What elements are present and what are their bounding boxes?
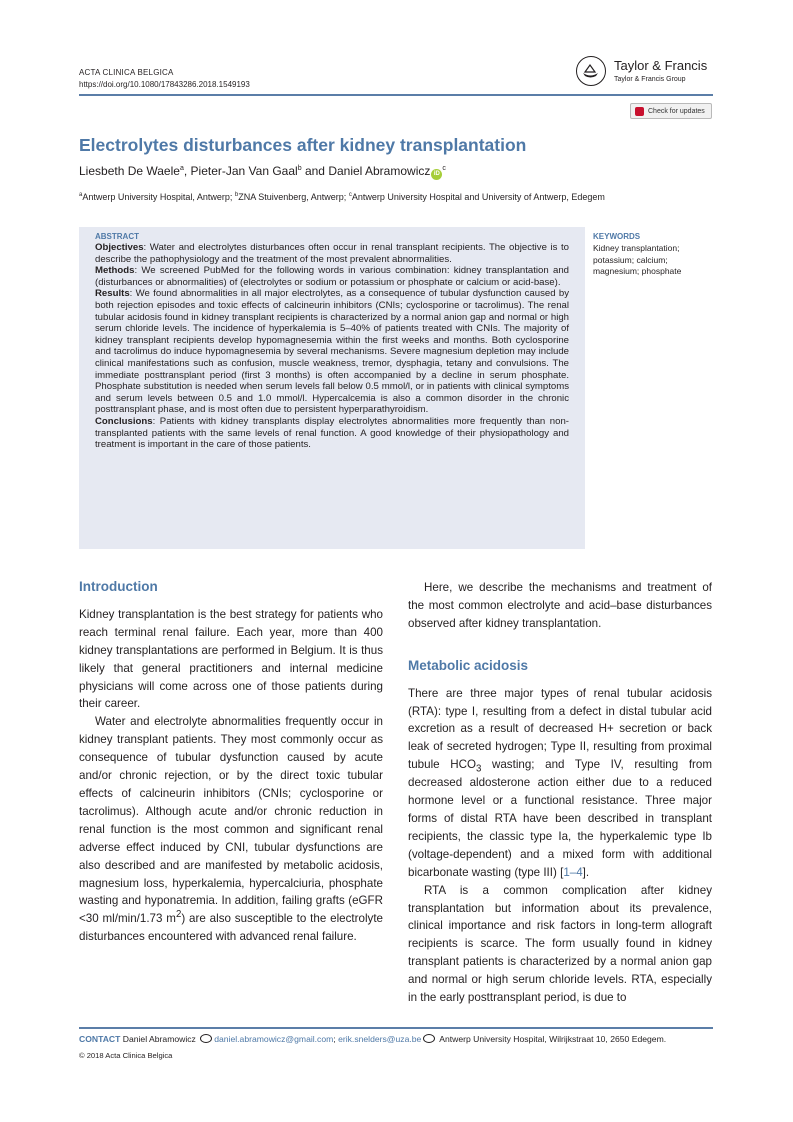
affiliation-text: ZNA Stuivenberg, Antwerp; <box>238 192 349 202</box>
header-rule <box>79 94 713 96</box>
keywords-heading: KEYWORDS <box>593 232 641 241</box>
section-heading-metabolic-acidosis: Metabolic acidosis <box>408 657 529 673</box>
publisher-name: Taylor & Francis <box>614 58 708 73</box>
author-affiliation-mark: b <box>297 165 302 172</box>
abstract-methods-label: Methods <box>95 265 135 277</box>
author-name[interactable]: Daniel Abramowicz <box>328 164 431 178</box>
check-for-updates-label: Check for updates <box>648 108 705 115</box>
copyright: © 2018 Acta Clinica Belgica <box>79 1051 173 1060</box>
check-for-updates-button[interactable] <box>630 103 712 119</box>
article-title: Electrolytes disturbances after kidney transplantation <box>79 135 527 155</box>
abstract-heading: ABSTRACT <box>95 232 139 241</box>
author-separator: and <box>301 164 329 178</box>
email-icon <box>200 1034 212 1043</box>
author-name[interactable]: Liesbeth De Waele <box>79 164 180 178</box>
affiliation-text: Antwerp University Hospital and University of Antwerp, Edegem <box>351 192 605 202</box>
affiliation-mark: a <box>79 192 83 198</box>
abstract-text <box>95 242 569 451</box>
publisher-logo <box>576 56 716 90</box>
paragraph <box>408 685 712 882</box>
publisher-group: Taylor & Francis Group <box>614 76 686 83</box>
contact-address: Antwerp University Hospital, Wilrijkstraat 10, 2650 Edegem. <box>437 1034 667 1044</box>
author-affiliation-mark: c <box>442 165 446 172</box>
affiliations <box>79 192 605 202</box>
paragraph: RTA is a common complication after kidney transplantation but information about its prevalence, clinical importance and risk factors in long-term allograft recipients is scarce. The form usually found in kidney transplant patients is characterized by a normal anion gap and normal or high serum chloride levels. RTA, especially in the early posttransplant period, is due to <box>408 883 712 1005</box>
email-separator: ; <box>333 1034 339 1044</box>
publisher-emblem-icon <box>576 56 606 86</box>
email-link[interactable]: erik.snelders@uza.be <box>338 1034 422 1044</box>
paragraph-text: There are three major types of renal tubular acidosis (RTA): type I, resulting from a defect in distal tubular acid excretion as a result of decreased H+ secretion or back leak of secreted hydrogen; Type II, resulting from proximal tubule HCO <box>408 686 712 772</box>
abstract-objectives-label: Objectives <box>95 242 144 253</box>
superscript: 2 <box>175 909 182 921</box>
paragraph-text: ]. <box>582 865 590 879</box>
affiliation-mark: b <box>234 192 239 198</box>
keywords-list: Kidney transplantation; potassium; calcium; magnesium; phosphate <box>593 243 682 277</box>
contact-line <box>79 1034 666 1044</box>
abstract-conclusions-label: Conclusions <box>95 415 153 427</box>
affiliation-mark: c <box>348 192 352 198</box>
doi-link[interactable]: https://doi.org/10.1080/17843286.2018.1549193 <box>79 80 250 89</box>
crossmark-icon <box>635 107 644 116</box>
body-column-right <box>408 579 712 1007</box>
author-affiliation-mark: a <box>179 165 184 172</box>
affiliation-text: Antwerp University Hospital, Antwerp; <box>82 192 235 202</box>
paragraph-text: ) are also susceptible to the electrolyte disturbances encountered with advanced renal failure. <box>79 912 383 944</box>
reference-link[interactable]: 1–4 <box>563 865 583 879</box>
abstract-objectives: : Water and electrolytes disturbances often occur in renal transplant recipients. The objective is to describe the pathophysiology and the treatment of the most prevalent abnormalities. <box>95 242 569 265</box>
author-list <box>79 164 446 180</box>
paragraph: Kidney transplantation is the best strategy for patients who reach terminal renal failure. Each year, more than 400 kidney transplantations are performed in Belgium. It is thus likely that general practitioners and internal medicine physicians will come across one of those patients during their career. <box>79 607 383 711</box>
address-icon <box>423 1034 435 1043</box>
subscript: 3 <box>475 763 482 775</box>
author-name[interactable]: Pieter-Jan Van Gaal <box>190 164 298 178</box>
abstract-conclusions: : Patients with kidney transplants display electrolytes abnormalities more frequently than non-transplanted patients with the same levels of renal function. A good knowledge of their physiopathology and treatment is important in the care of those patients. <box>95 415 569 451</box>
contact-name: Daniel Abramowicz <box>120 1034 199 1044</box>
abstract-results: : We found abnormalities in all major electrolytes, as a consequence of tubular dysfunction caused by both rejection episodes and toxic effects of calcineurin inhibitors (CNIs; cyclosporine or tacrolimus). The renal tubular acidosis found in kidney transplant recipients is characterized by a normal anion gap and normal or high serum chloride levels. The incidence of hyperkalemia is 5–40% of patients treated with CNIs. The majority of kidney transplant recipients develop hypomagnesemia within the first weeks and months. Both cyclosporine and tacrolimus do induce hypomagnesemia by several mechanisms. Severe magnesium depletion may include clinical manifestations such as confusion, muscle weakness, tremor, dysphagia, tetany and convulsions. The immediate posttransplant period (first 3 months) is often accompanied by a decline in serum phosphate. Phosphate substitution is needed when serum levels fall below 0.5 mmol/l, or in patients with clinical symptoms and serum levels between 0.5 and 1.0 mmol/l. Hypercalcemia is also a common disorder in the chronic posttransplant phase, and is most often due to persistent hyperparathyroidism. <box>95 288 569 416</box>
abstract-methods: : We screened PubMed for the following words in various combination: kidney transplantation and (disturbances or abnormalities) of (electrolytes or sodium or potassium or phosphate or calcium or acid-base). <box>95 265 569 288</box>
journal-name: ACTA CLINICA BELGICA <box>79 68 174 77</box>
author-separator: , <box>183 164 191 178</box>
section-heading-introduction: Introduction <box>79 579 158 594</box>
email-link[interactable]: daniel.abramowicz@gmail.com <box>214 1034 334 1044</box>
paragraph <box>79 713 383 946</box>
paragraph-text: wasting; and Type IV, resulting from decreased aldosterone action either due to a reduced hormone level or a functional resistance. Three major forms of distal RTA have been described in transplant recipients, the classic type Ia, the hyperkalemic type Ib (voltage-dependent) and a mixed form with additional bicarbonate wasting (type III) [ <box>408 758 713 879</box>
orcid-icon[interactable]: iD <box>431 169 442 180</box>
paragraph-text: Water and electrolyte abnormalities frequently occur in kidney transplant patients. They most commonly occur as consequence of tubular dysfunction caused by acute and/or chronic rejection, or by the direct toxic tubular effects of calcineurin inhibitors (CNIs; cyclosporine or tacrolimus). Although acute and/or chronic reduction in renal function is the most common and significant renal adverse effect induced by CNI, tubular dysfunctions are also described and are manifested by metabolic acidosis, magnesium loss, hyperkalemia, hypercalciuria, phosphate wasting and hyponatremia. In addition, failing grafts (eGFR <30 ml/min/1.73 m <box>79 715 383 926</box>
paragraph: Here, we describe the mechanisms and treatment of the most common electrolyte and acid–base disturbances observed after kidney transplantation. <box>408 581 712 630</box>
abstract-results-label: Results <box>95 288 130 300</box>
body-column-left <box>79 578 383 946</box>
footer-rule <box>79 1027 713 1029</box>
contact-label: CONTACT <box>79 1034 121 1044</box>
